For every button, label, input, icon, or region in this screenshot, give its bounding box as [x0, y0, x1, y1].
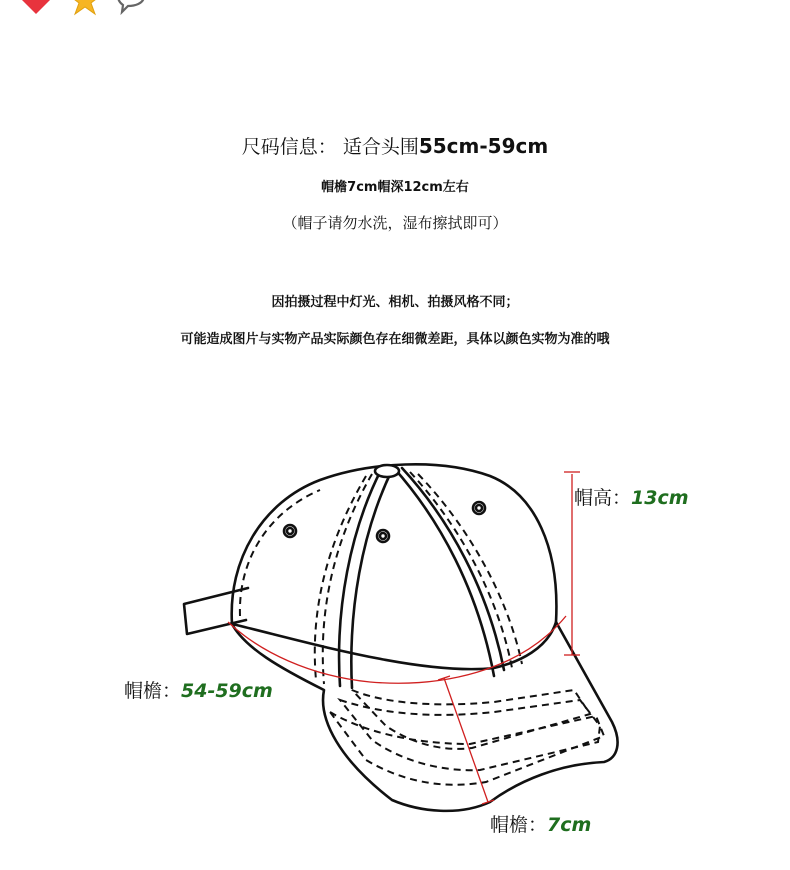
cap-top-button [375, 465, 399, 477]
cap-crown [232, 464, 557, 624]
circumference-guide [228, 616, 566, 683]
brim-length-label [490, 810, 591, 837]
brim-length-value: 7cm [547, 814, 592, 836]
care-instructions: （帽子请勿水洗，湿布擦拭即可） [282, 214, 508, 232]
brim-guide [444, 678, 488, 802]
chat-bubble-icon[interactable] [114, 0, 148, 16]
head-circumference-range: 55cm-59cm [418, 134, 549, 158]
cap-height-label [574, 483, 689, 510]
color-notice-line-2: 可能造成图片与实物产品实际颜色存在细微差距，具体以颜色实物为准的哦 [180, 332, 610, 347]
size-info-prefix: 尺码信息： 适合头围 [241, 136, 419, 158]
size-info-title [0, 132, 790, 159]
brim-length-label-text: 帽檐： [490, 814, 548, 836]
cap-circumference-label [124, 676, 273, 703]
color-notice-line-1: 因拍摄过程中灯光、相机、拍摄风格不同； [271, 295, 519, 310]
cap-seam-center [339, 468, 382, 686]
cap-circumference-value: 54-59cm [181, 680, 273, 702]
brim-depth-info: 帽檐7cm帽深12cm左右 [321, 180, 469, 195]
cap-height-value: 13cm [631, 487, 689, 509]
star-icon[interactable] [68, 0, 102, 16]
cap-circumference-label-text: 帽檐： [124, 680, 182, 702]
cap-height-label-text: 帽高： [574, 487, 632, 509]
heart-icon[interactable] [18, 0, 54, 16]
cap-strap [184, 588, 248, 634]
